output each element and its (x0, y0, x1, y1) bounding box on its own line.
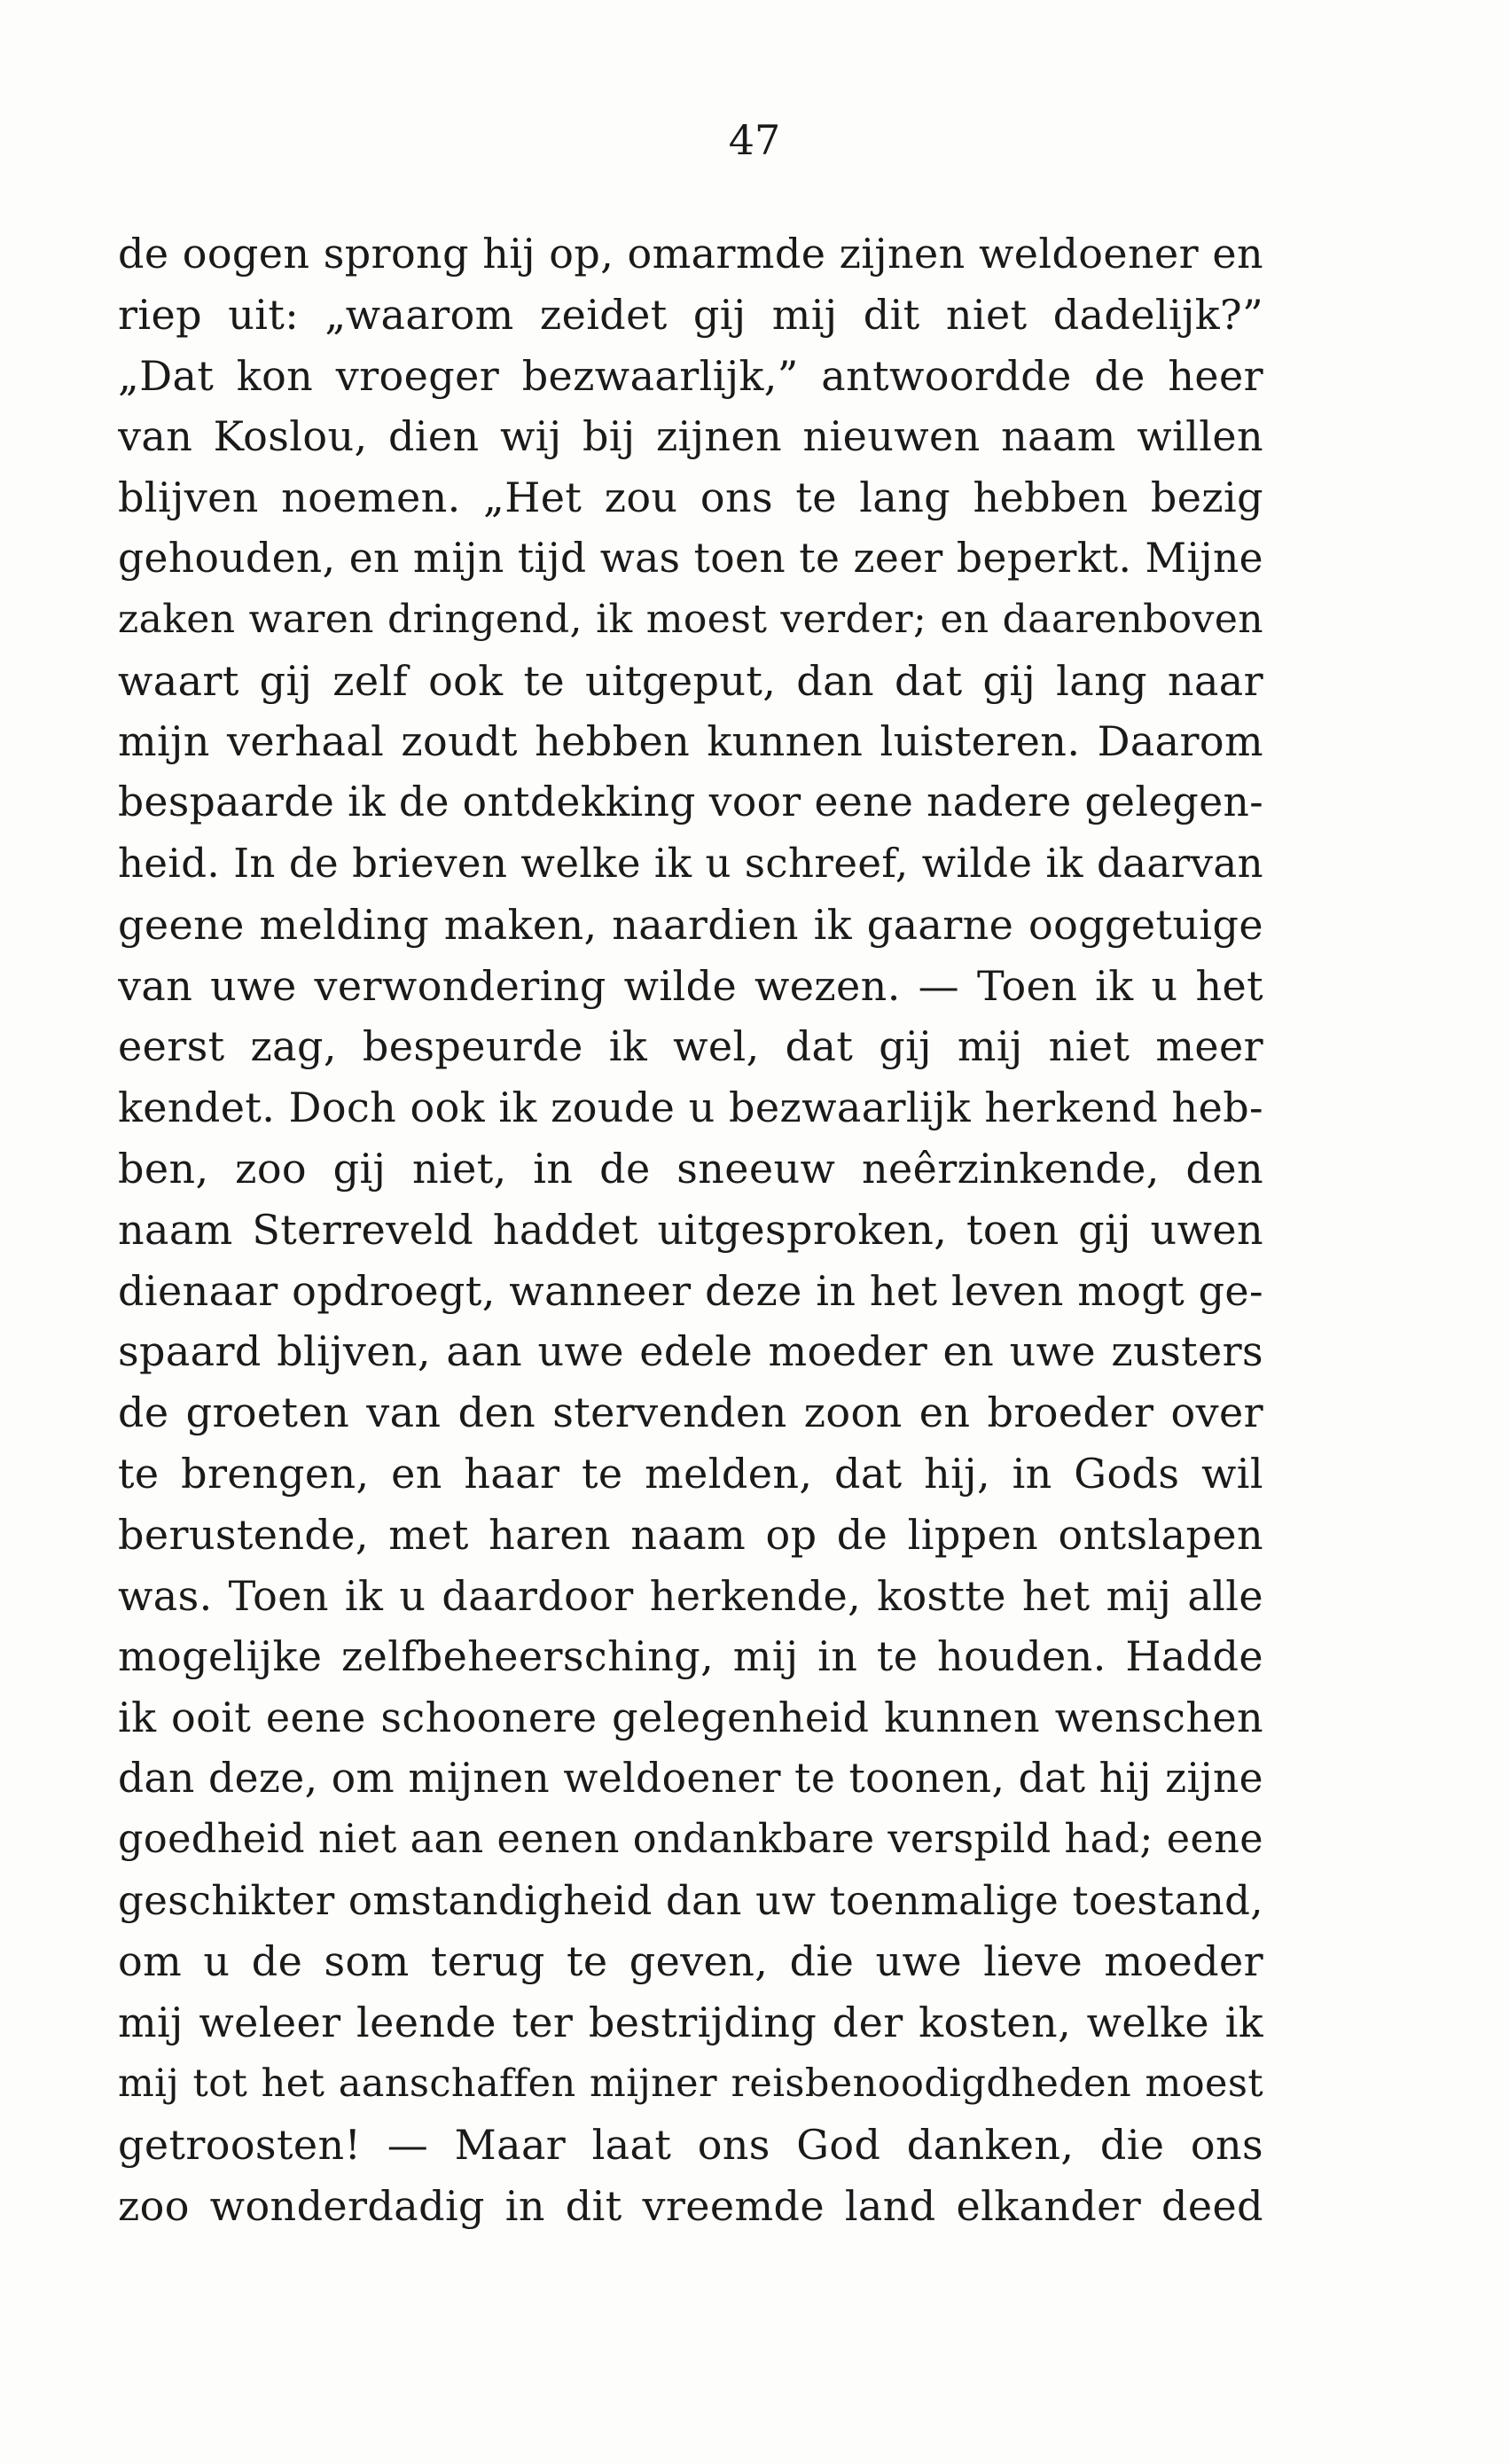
text-line: dan deze, om mijnen weldoener te toonen, dat hij zijne (118, 1754, 1263, 1802)
text-line: mij tot het aanschaffen mijner reisbenoodigdheden moest (118, 2061, 1263, 2106)
text-line: mogelijke zelfbeheersching, mij in te houden. Hadde (118, 1632, 1263, 1681)
text-line: mijn verhaal zoudt hebben kunnen luisteren. Daarom (118, 717, 1263, 766)
text-line: berustende, met haren naam op de lippen ontslapen (118, 1510, 1263, 1559)
text-line: zoo wonderdadig in dit vreemde land elkander deed (118, 2181, 1263, 2230)
text-line: eerst zag, bespeurde ik wel, dat gij mij niet meer (118, 1022, 1263, 1071)
text-line: geene melding maken, naardien ik gaarne ooggetuige (118, 900, 1263, 949)
text-line: bespaarde ik de ontdekking voor eene nadere gelegen- (118, 778, 1263, 826)
text-line: te brengen, en haar te melden, dat hij, in Gods wil (118, 1449, 1263, 1498)
text-line: goedheid niet aan eenen ondankbare verspild had; eene (118, 1816, 1263, 1862)
text-line: van uwe verwondering wilde wezen. — Toen ik u het (118, 961, 1263, 1010)
text-line: ik ooit eene schoonere gelegenheid kunnen wenschen (118, 1694, 1263, 1742)
text-line: geschikter omstandigheid dan uw toenmalige toestand, (118, 1876, 1263, 1924)
text-line: naam Sterreveld haddet uitgesproken, toen gij uwen (118, 1205, 1263, 1254)
text-line: om u de som terug te geven, die uwe lieve moeder (118, 1937, 1263, 1986)
text-line: getroosten! — Maar laat ons God danken, die ons (118, 2120, 1263, 2169)
text-line: van Koslou, dien wij bij zijnen nieuwen naam willen (118, 412, 1263, 461)
text-line: riep uit: „waarom zeidet gij mij dit niet dadelijk?” (118, 290, 1263, 339)
text-line: de groeten van den stervenden zoon en broeder over (118, 1388, 1263, 1437)
text-line: was. Toen ik u daardoor herkende, kostte het mij alle (118, 1571, 1263, 1620)
text-line: zaken waren dringend, ik moest verder; en daarenboven (118, 596, 1263, 642)
text-line: kendet. Doch ook ik zoude u bezwaarlijk herkend heb- (118, 1083, 1263, 1132)
text-line: „Dat kon vroeger bezwaarlijk,” antwoordde de heer (118, 351, 1263, 400)
text-line: mij weleer leende ter bestrijding der kosten, welke ik (118, 1999, 1263, 2047)
text-line: ben, zoo gij niet, in de sneeuw neêrzinkende, den (118, 1144, 1263, 1193)
text-line: dienaar opdroegt, wanneer deze in het leven mogt ge- (118, 1266, 1263, 1315)
text-line: blijven noemen. „Het zou ons te lang hebben bezig (118, 473, 1263, 522)
text-line: heid. In de brieven welke ik u schreef, wilde ik daarvan (118, 839, 1263, 887)
body-text (118, 223, 1263, 2236)
page-number: 47 (728, 116, 781, 164)
text-line: gehouden, en mijn tijd was toen te zeer beperkt. Mijne (118, 534, 1263, 582)
text-line: waart gij zelf ook te uitgeput, dan dat gij lang naar (118, 656, 1263, 705)
text-line: spaard blijven, aan uwe edele moeder en uwe zusters (118, 1327, 1263, 1376)
text-line: de oogen sprong hij op, omarmde zijnen weldoener en (118, 230, 1263, 278)
